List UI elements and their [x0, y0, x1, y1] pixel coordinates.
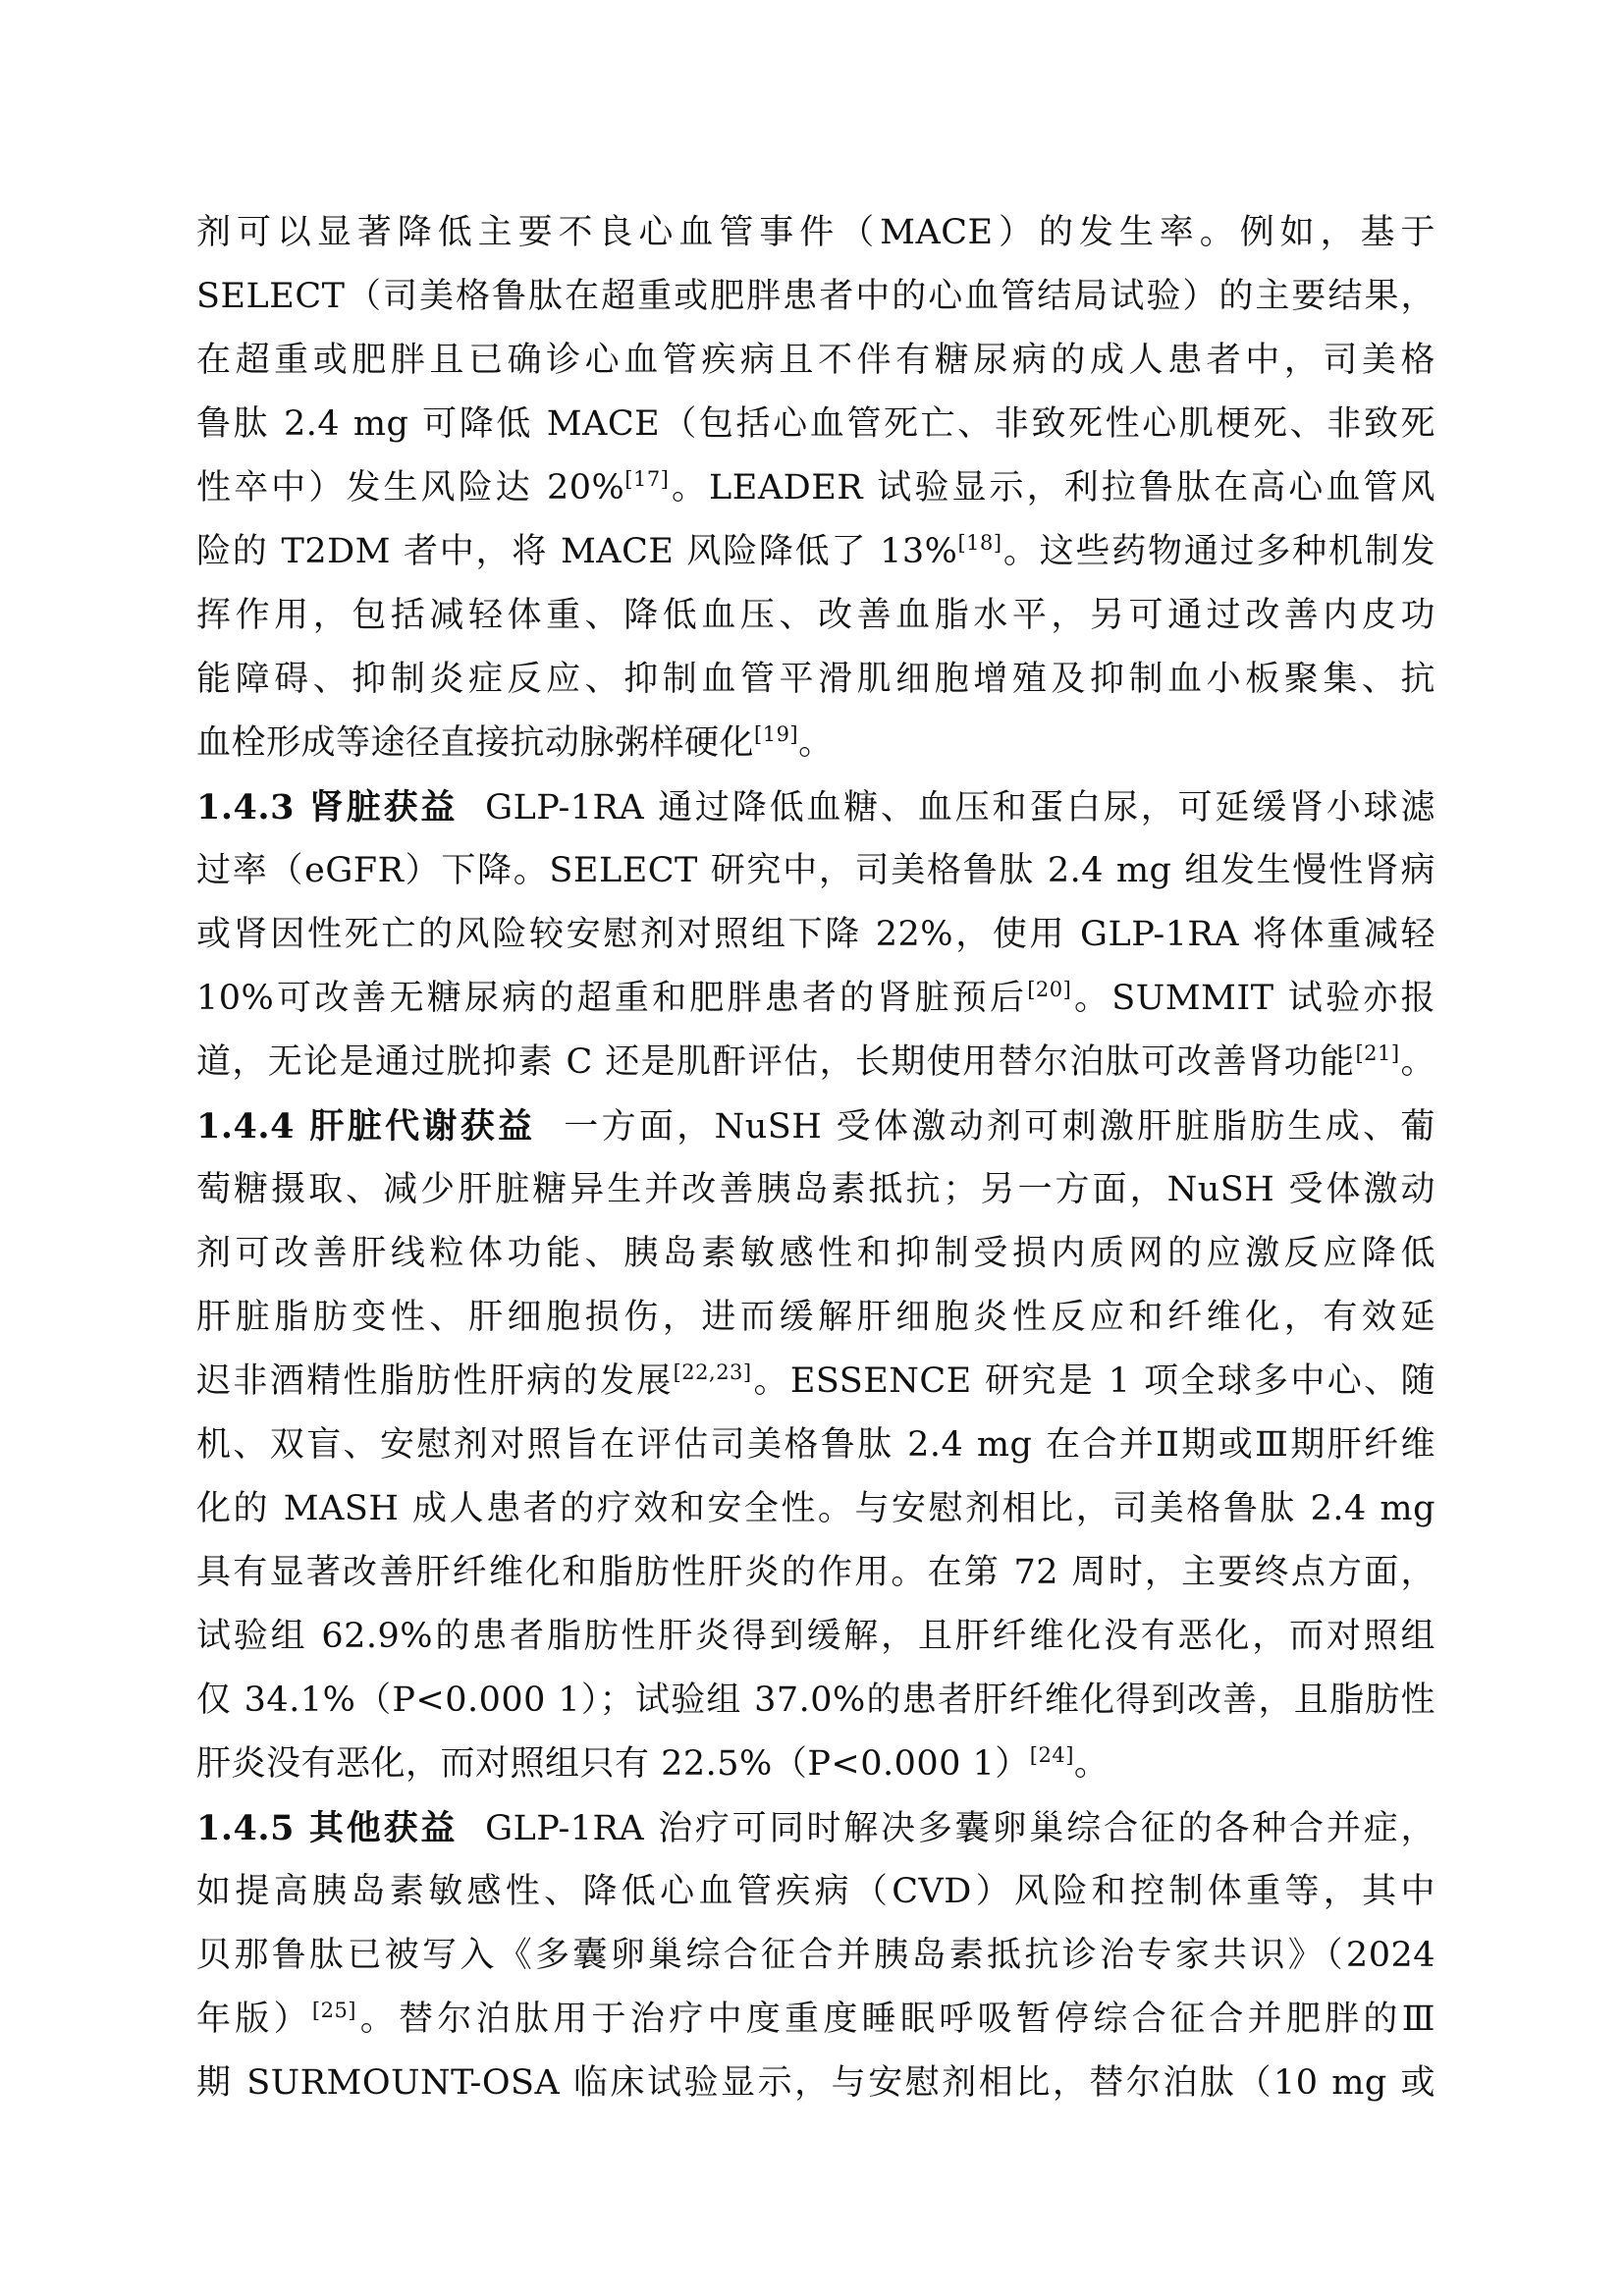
text-line: 具有显著改善肝纤维化和脂肪性肝炎的作用。在第 72 周时，主要终点方面，	[196, 1553, 1435, 1592]
text-line: 性卒中）发生风险达 20%[17]。LEADER 试验显示，利拉鲁肽在高心血管风	[196, 467, 1435, 507]
citation: [25]	[311, 1999, 356, 2022]
citation: [17]	[624, 467, 670, 491]
text-line: 挥作用，包括减轻体重、降低血压、改善血脂水平，另可通过改善内皮功	[196, 596, 1435, 635]
text-line: 1.4.3 肾脏获益 GLP-1RA 通过降低血糖、血压和蛋白尿，可延缓肾小球滤	[196, 787, 1435, 828]
text-line: SELECT（司美格鲁肽在超重或肥胖患者中的心血管结局试验）的主要结果，	[196, 277, 1435, 316]
text-line: 1.4.4 肝脏代谢获益 一方面，NuSH 受体激动剂可刺激肝脏脂肪生成、葡	[196, 1106, 1435, 1147]
text-line: 试验组 62.9%的患者脂肪性肝炎得到缓解，且肝纤维化没有恶化，而对照组	[196, 1617, 1435, 1656]
text-line: 萄糖摄取、减少肝脏糖异生并改善胰岛素抵抗；另一方面，NuSH 受体激动	[196, 1170, 1435, 1209]
section-heading: 1.4.4 肝脏代谢获益	[196, 1106, 536, 1147]
text-line: 仅 34.1%（P<0.000 1）；试验组 37.0%的患者肝纤维化得到改善，且脂肪性	[196, 1681, 1435, 1720]
text-line: 剂可以显著降低主要不良心血管事件（MACE）的发生率。例如，基于	[196, 213, 1435, 252]
text-line: 在超重或肥胖且已确诊心血管疾病且不伴有糖尿病的成人患者中，司美格	[196, 341, 1435, 380]
text-line: 肝脏脂肪变性、肝细胞损伤，进而缓解肝细胞炎性反应和纤维化，有效延	[196, 1298, 1435, 1337]
text-line: 10%可改善无糖尿病的超重和肥胖患者的肾脏预后[20]。SUMMIT 试验亦报	[196, 978, 1435, 1018]
text-line: 如提高胰岛素敏感性、降低心血管疾病（CVD）风险和控制体重等，其中	[196, 1872, 1435, 1911]
text-line: 年版）[25]。替尔泊肽用于治疗中度重度睡眠呼吸暂停综合征合并肥胖的Ⅲ	[196, 1999, 1435, 2039]
text-line: 贝那鲁肽已被写入《多囊卵巢综合征合并胰岛素抵抗诊治专家共识》（2024	[196, 1936, 1435, 1975]
text-line: 血栓形成等途径直接抗动脉粥样硬化[19]。	[196, 722, 834, 763]
text-line: 1.4.5 其他获益 GLP-1RA 治疗可同时解决多囊卵巢综合征的各种合并症，	[196, 1808, 1435, 1848]
document-body	[196, 201, 1435, 2115]
paragraph-other	[196, 1796, 1435, 2115]
citation: [20]	[1027, 978, 1072, 1001]
citation: [19]	[754, 722, 799, 746]
section-heading: 1.4.5 其他获益	[196, 1808, 459, 1848]
citation: [22,23]	[673, 1361, 752, 1384]
text-line: 道，无论是通过胱抑素 C 还是肌酐评估，长期使用替尔泊肽可改善肾功能[21]。	[196, 1041, 1435, 1082]
text-line: 迟非酒精性脂肪性肝病的发展[22,23]。ESSENCE 研究是 1 项全球多中心、随	[196, 1361, 1435, 1401]
citation: [21]	[1355, 1041, 1400, 1065]
paragraph-liver	[196, 1095, 1435, 1796]
paragraph-kidney	[196, 775, 1435, 1095]
section-heading: 1.4.3 肾脏获益	[196, 787, 459, 828]
text-line: 肝炎没有恶化，而对照组只有 22.5%（P<0.000 1）[24]。	[196, 1743, 1110, 1784]
text-line: 能障碍、抑制炎症反应、抑制血管平滑肌细胞增殖及抑制血小板聚集、抗	[196, 660, 1435, 699]
text-line: 或肾因性死亡的风险较安慰剂对照组下降 22%，使用 GLP-1RA 将体重减轻	[196, 915, 1435, 954]
text-line: 鲁肽 2.4 mg 可降低 MACE（包括心血管死亡、非致死性心肌梗死、非致死	[196, 404, 1435, 444]
text-line: 过率（eGFR）下降。SELECT 研究中，司美格鲁肽 2.4 mg 组发生慢性肾病	[196, 851, 1435, 890]
citation: [18]	[957, 531, 1002, 555]
text-line: 险的 T2DM 者中，将 MACE 风险降低了 13%[18]。这些药物通过多种机制发	[196, 531, 1435, 571]
paragraph-cardiovascular	[196, 201, 1435, 775]
text-line: 期 SURMOUNT-OSA 临床试验显示，与安慰剂相比，替尔泊肽（10 mg 或	[196, 2063, 1435, 2103]
text-line: 化的 MASH 成人患者的疗效和安全性。与安慰剂相比，司美格鲁肽 2.4 mg	[196, 1489, 1435, 1528]
text-line: 剂可改善肝线粒体功能、胰岛素敏感性和抑制受损内质网的应激反应降低	[196, 1234, 1435, 1273]
citation: [24]	[1029, 1743, 1074, 1767]
text-line: 机、双盲、安慰剂对照旨在评估司美格鲁肽 2.4 mg 在合并Ⅱ期或Ⅲ期肝纤维	[196, 1425, 1435, 1465]
